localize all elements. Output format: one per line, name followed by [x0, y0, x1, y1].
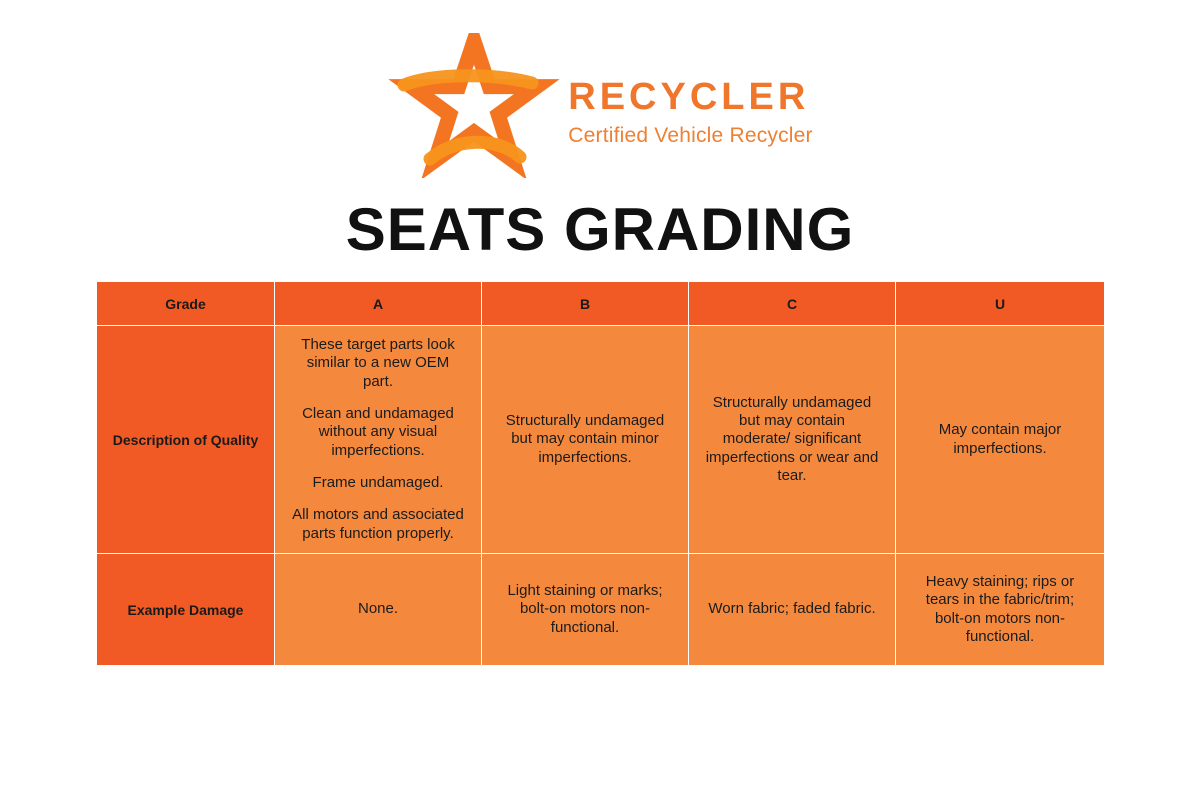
cell-description-u — [896, 326, 1105, 554]
table-row — [97, 326, 1105, 554]
cell-example-b — [482, 554, 689, 666]
cell-description-c — [689, 326, 896, 554]
column-header-u: U — [896, 282, 1105, 326]
logo-subtitle: Certified Vehicle Recycler — [568, 123, 813, 147]
cell-example-c — [689, 554, 896, 666]
table-row — [97, 554, 1105, 666]
logo-block — [0, 30, 1200, 180]
cell-paragraph: All motors and associated parts function properly. — [292, 506, 464, 542]
cell-paragraph: Structurally undamaged but may contain minor imperfections. — [505, 412, 665, 466]
cell-paragraph: Clean and undamaged without any visual imperfections. — [302, 405, 454, 459]
cell-paragraph: Frame undamaged. — [312, 473, 444, 491]
seats-grading-table — [96, 281, 1105, 666]
cell-paragraph: May contain major imperfections. — [938, 421, 1062, 457]
star-icon — [387, 33, 562, 178]
cell-paragraph: Light staining or marks; bolt-on motors non-functional. — [507, 582, 663, 636]
column-header-grade: Grade — [97, 282, 275, 326]
column-header-c: C — [689, 282, 896, 326]
cell-paragraph: None. — [357, 600, 399, 618]
column-header-a: A — [275, 282, 482, 326]
cell-paragraph: Structurally undamaged but may contain moderate/ significant imperfections or wear and tear. — [705, 393, 879, 484]
column-header-b: B — [482, 282, 689, 326]
cell-description-b — [482, 326, 689, 554]
table-header-row — [97, 282, 1105, 326]
row-label-description-of-quality: Description of Quality — [97, 326, 275, 554]
cell-description-a — [275, 326, 482, 554]
logo-title: RECYCLER — [568, 76, 810, 119]
cell-example-u — [896, 554, 1105, 666]
cell-paragraph: Worn fabric; faded fabric. — [708, 600, 876, 618]
cell-paragraph: These target parts look similar to a new OEM part. — [301, 336, 455, 390]
cell-paragraph: Heavy staining; rips or tears in the fabric/trim; bolt-on motors non-functional. — [925, 572, 1075, 645]
cell-example-a — [275, 554, 482, 666]
page-title: SEATS GRADING — [345, 196, 855, 263]
row-label-example-damage: Example Damage — [97, 554, 275, 666]
